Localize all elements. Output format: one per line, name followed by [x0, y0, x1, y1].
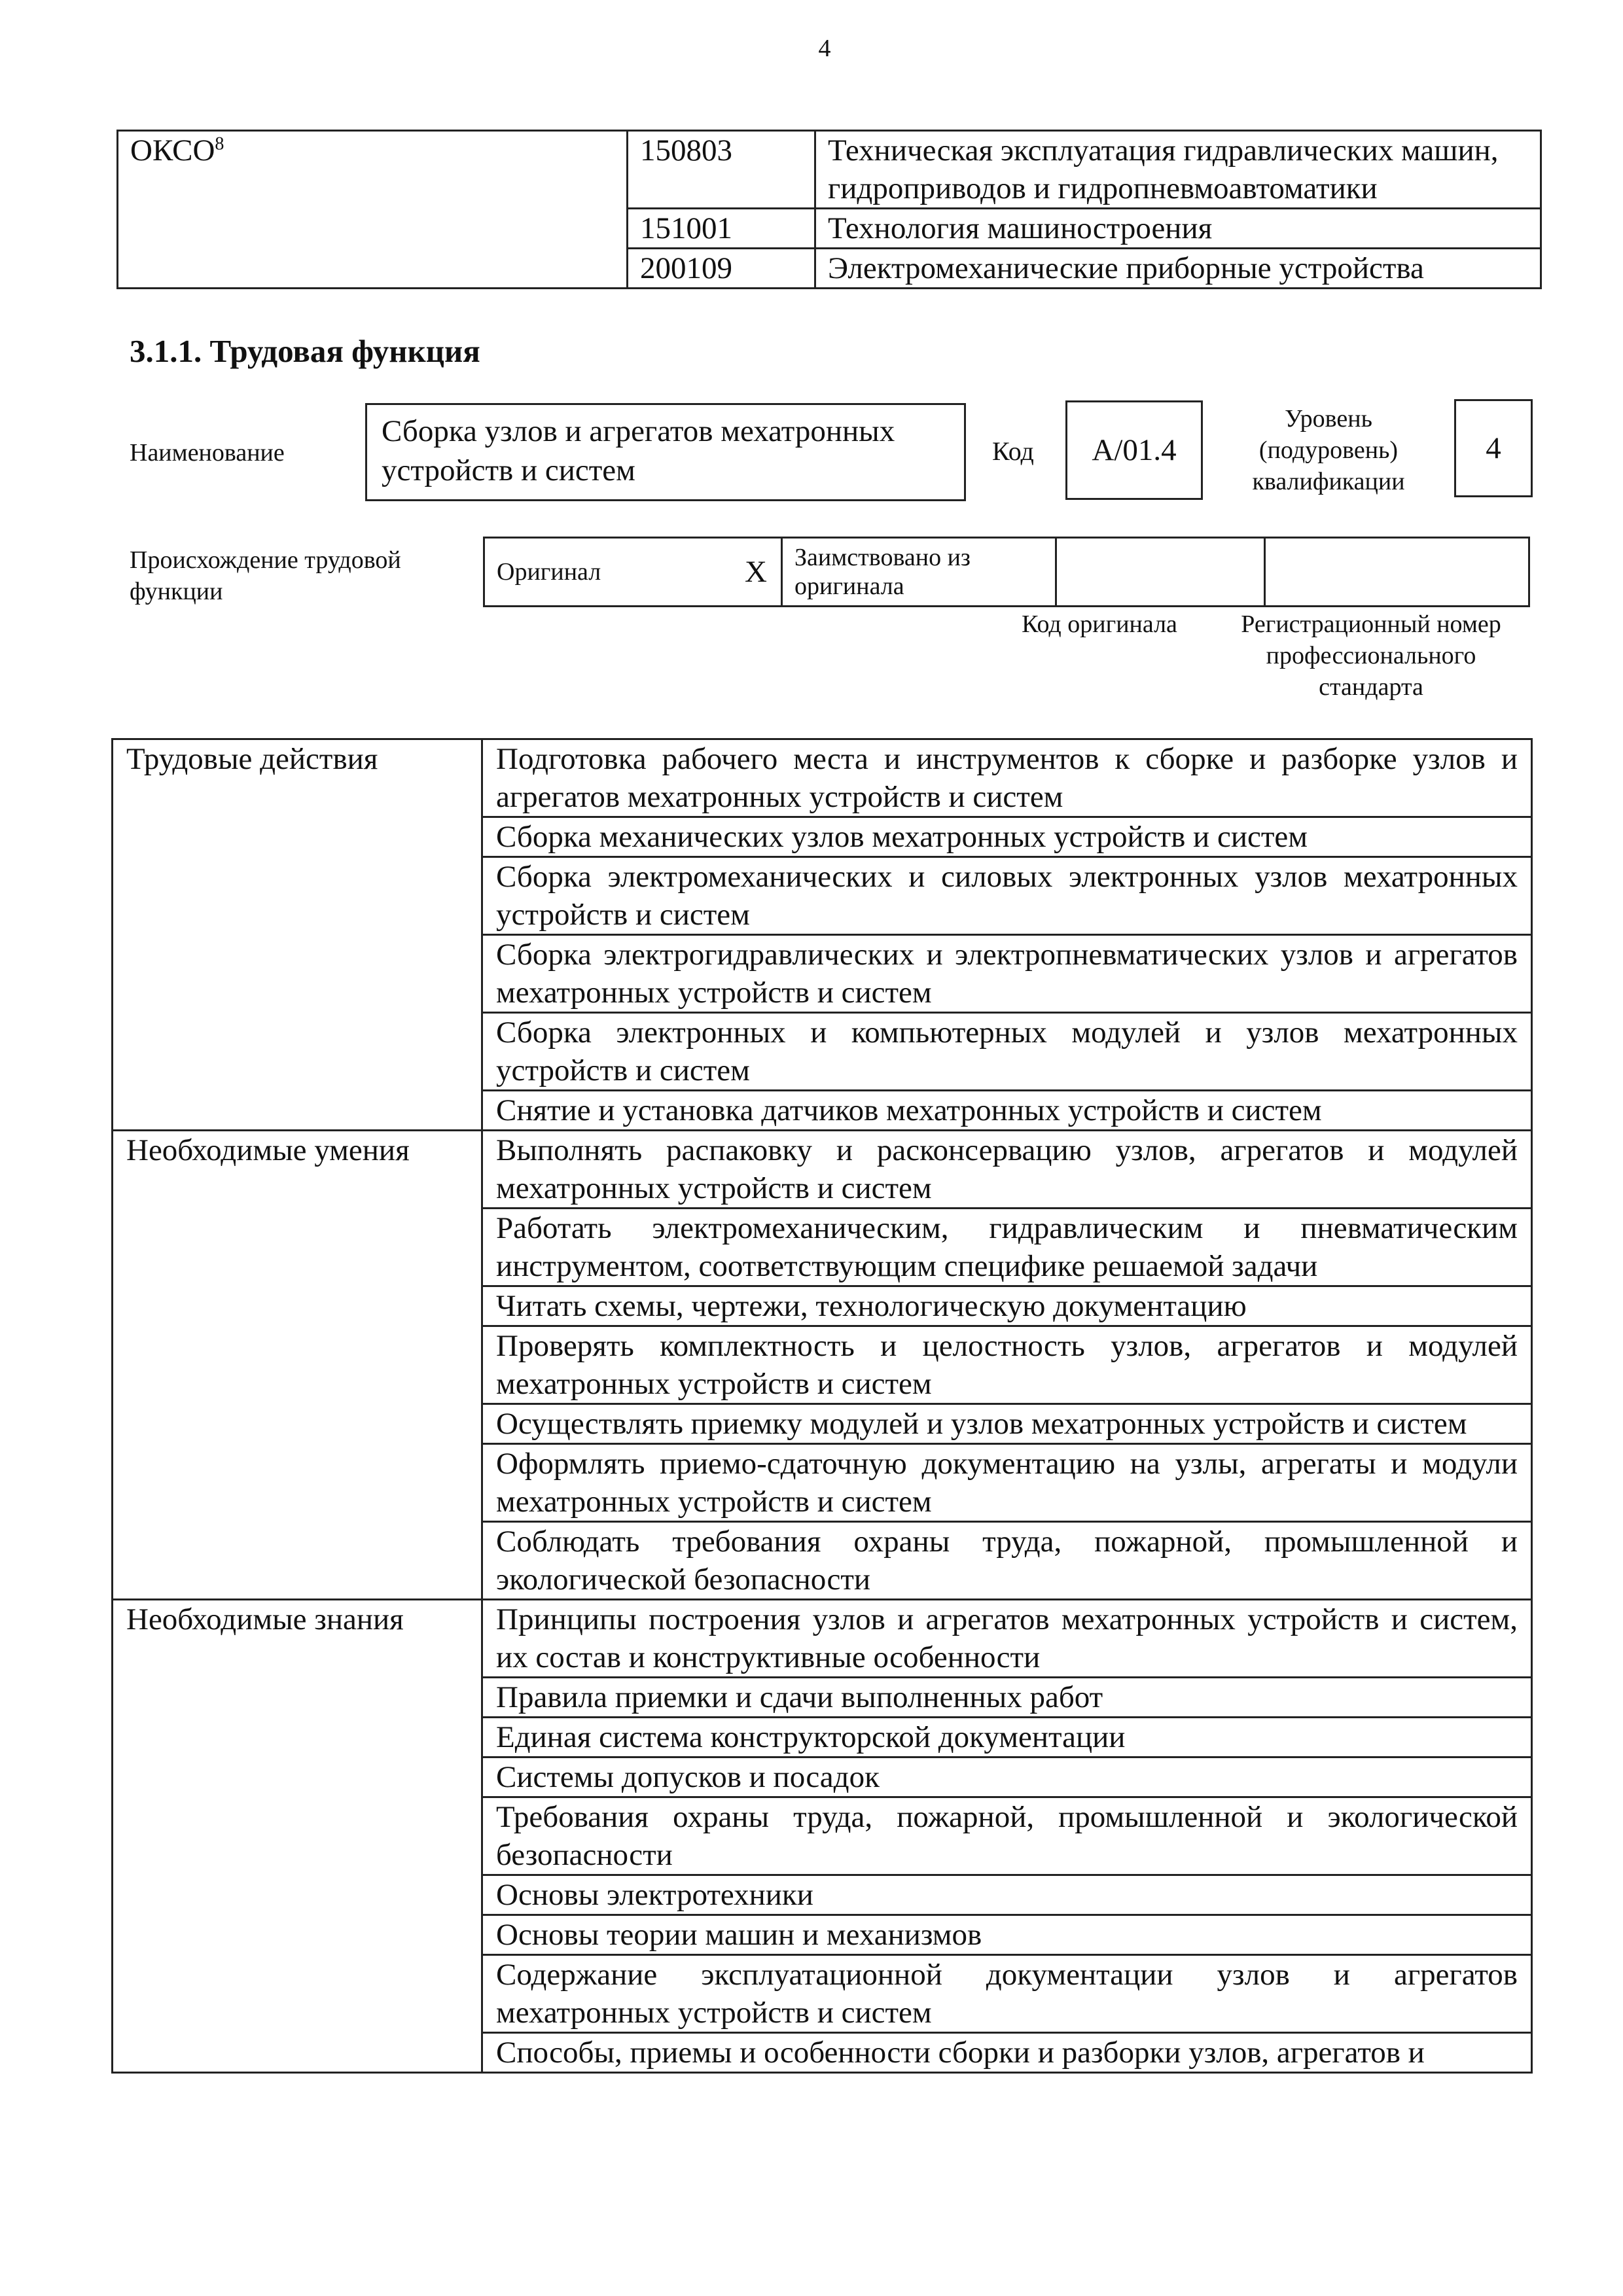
okso-table: [116, 130, 1542, 289]
section-category: Трудовые действия: [113, 739, 482, 1131]
name-label: Наименование: [130, 439, 285, 467]
reg-number-cell: [1265, 538, 1529, 607]
section-item: Основы электротехники: [482, 1875, 1532, 1915]
table-row: [118, 131, 1541, 209]
original-mark: X: [731, 538, 782, 607]
section-category: Необходимые умения: [113, 1131, 482, 1600]
okso-code: 150803: [628, 131, 815, 209]
original-code-cell: [1056, 538, 1265, 607]
table-row: [113, 1600, 1532, 1678]
function-code-box: A/01.4: [1065, 400, 1203, 500]
section-item: Осуществлять приемку модулей и узлов мехатронных устройств и систем: [482, 1404, 1532, 1444]
section-item: Оформлять приемо-сдаточную документацию на узлы, агрегаты и модули мехатронных устройств и систем: [482, 1444, 1532, 1522]
page-number: 4: [818, 35, 831, 62]
original-label: Оригинал: [484, 538, 732, 607]
section-category: Необходимые знания: [113, 1600, 482, 2073]
origin-label: Происхождение трудовой функции: [130, 546, 401, 605]
okso-code: 151001: [628, 209, 815, 249]
okso-label: ОКСО: [130, 133, 215, 168]
section-item: Сборка электронных и компьютерных модулей и узлов мехатронных устройств и систем: [482, 1013, 1532, 1091]
okso-label-cell: [118, 131, 628, 289]
section-item: Единая система конструкторской документации: [482, 1718, 1532, 1757]
section-item: Работать электромеханическим, гидравлическим и пневматическим инструментом, соответствующим специфике решаемой задачи: [482, 1209, 1532, 1286]
section-item: Сборка электрогидравлических и электропневматических узлов и агрегатов мехатронных устройств и систем: [482, 935, 1532, 1013]
section-item: Требования охраны труда, пожарной, промышленной и экологической безопасности: [482, 1797, 1532, 1875]
okso-name: Технология машиностроения: [815, 209, 1541, 249]
section-item: Принципы построения узлов и агрегатов мехатронных устройств и систем, их состав и конструктивные особенности: [482, 1600, 1532, 1678]
level-value-box: 4: [1454, 399, 1533, 497]
labor-function-table: [111, 738, 1533, 2074]
section-item: Проверять комплектность и целостность узлов, агрегатов и модулей мехатронных устройств и систем: [482, 1326, 1532, 1404]
origin-table: [483, 537, 1530, 607]
level-label: Уровень (подуровень) квалификации: [1252, 405, 1405, 495]
section-item: Соблюдать требования охраны труда, пожарной, промышленной и экологической безопасности: [482, 1522, 1532, 1600]
section-item: Снятие и установка датчиков мехатронных устройств и систем: [482, 1091, 1532, 1131]
section-item: Способы, приемы и особенности сборки и разборки узлов, агрегатов и: [482, 2033, 1532, 2073]
section-item: Содержание эксплуатационной документации узлов и агрегатов мехатронных устройств и систем: [482, 1955, 1532, 2033]
okso-code: 200109: [628, 249, 815, 289]
section-item: Выполнять распаковку и расконсервацию узлов, агрегатов и модулей мехатронных устройств и систем: [482, 1131, 1532, 1209]
table-row: [113, 1131, 1532, 1209]
footnote-mark: 8: [215, 133, 224, 154]
section-item: Подготовка рабочего места и инструментов к сборке и разборке узлов и агрегатов мехатронных устройств и систем: [482, 739, 1532, 817]
okso-name: Техническая эксплуатация гидравлических машин, гидроприводов и гидропневмоавтоматики: [815, 131, 1541, 209]
function-name-box: Сборка узлов и агрегатов мехатронных устройств и систем: [365, 403, 966, 501]
section-item: Основы теории машин и механизмов: [482, 1915, 1532, 1955]
table-row: [484, 538, 1529, 607]
section-item: Системы допусков и посадок: [482, 1757, 1532, 1797]
section-title: 3.1.1. Трудовая функция: [130, 333, 480, 369]
section-item: Правила приемки и сдачи выполненных работ: [482, 1678, 1532, 1718]
section-item: Сборка электромеханических и силовых электронных узлов мехатронных устройств и систем: [482, 857, 1532, 935]
code-label: Код: [992, 436, 1034, 466]
borrowed-label: Заимствовано из оригинала: [782, 538, 1056, 607]
table-row: [113, 739, 1532, 817]
section-item: Читать схемы, чертежи, технологическую документацию: [482, 1286, 1532, 1326]
okso-name: Электромеханические приборные устройства: [815, 249, 1541, 289]
section-item: Сборка механических узлов мехатронных устройств и систем: [482, 817, 1532, 857]
code-original-caption: Код оригинала: [1022, 610, 1177, 638]
reg-number-caption: Регистрационный номер профессионального стандарта: [1241, 610, 1501, 701]
